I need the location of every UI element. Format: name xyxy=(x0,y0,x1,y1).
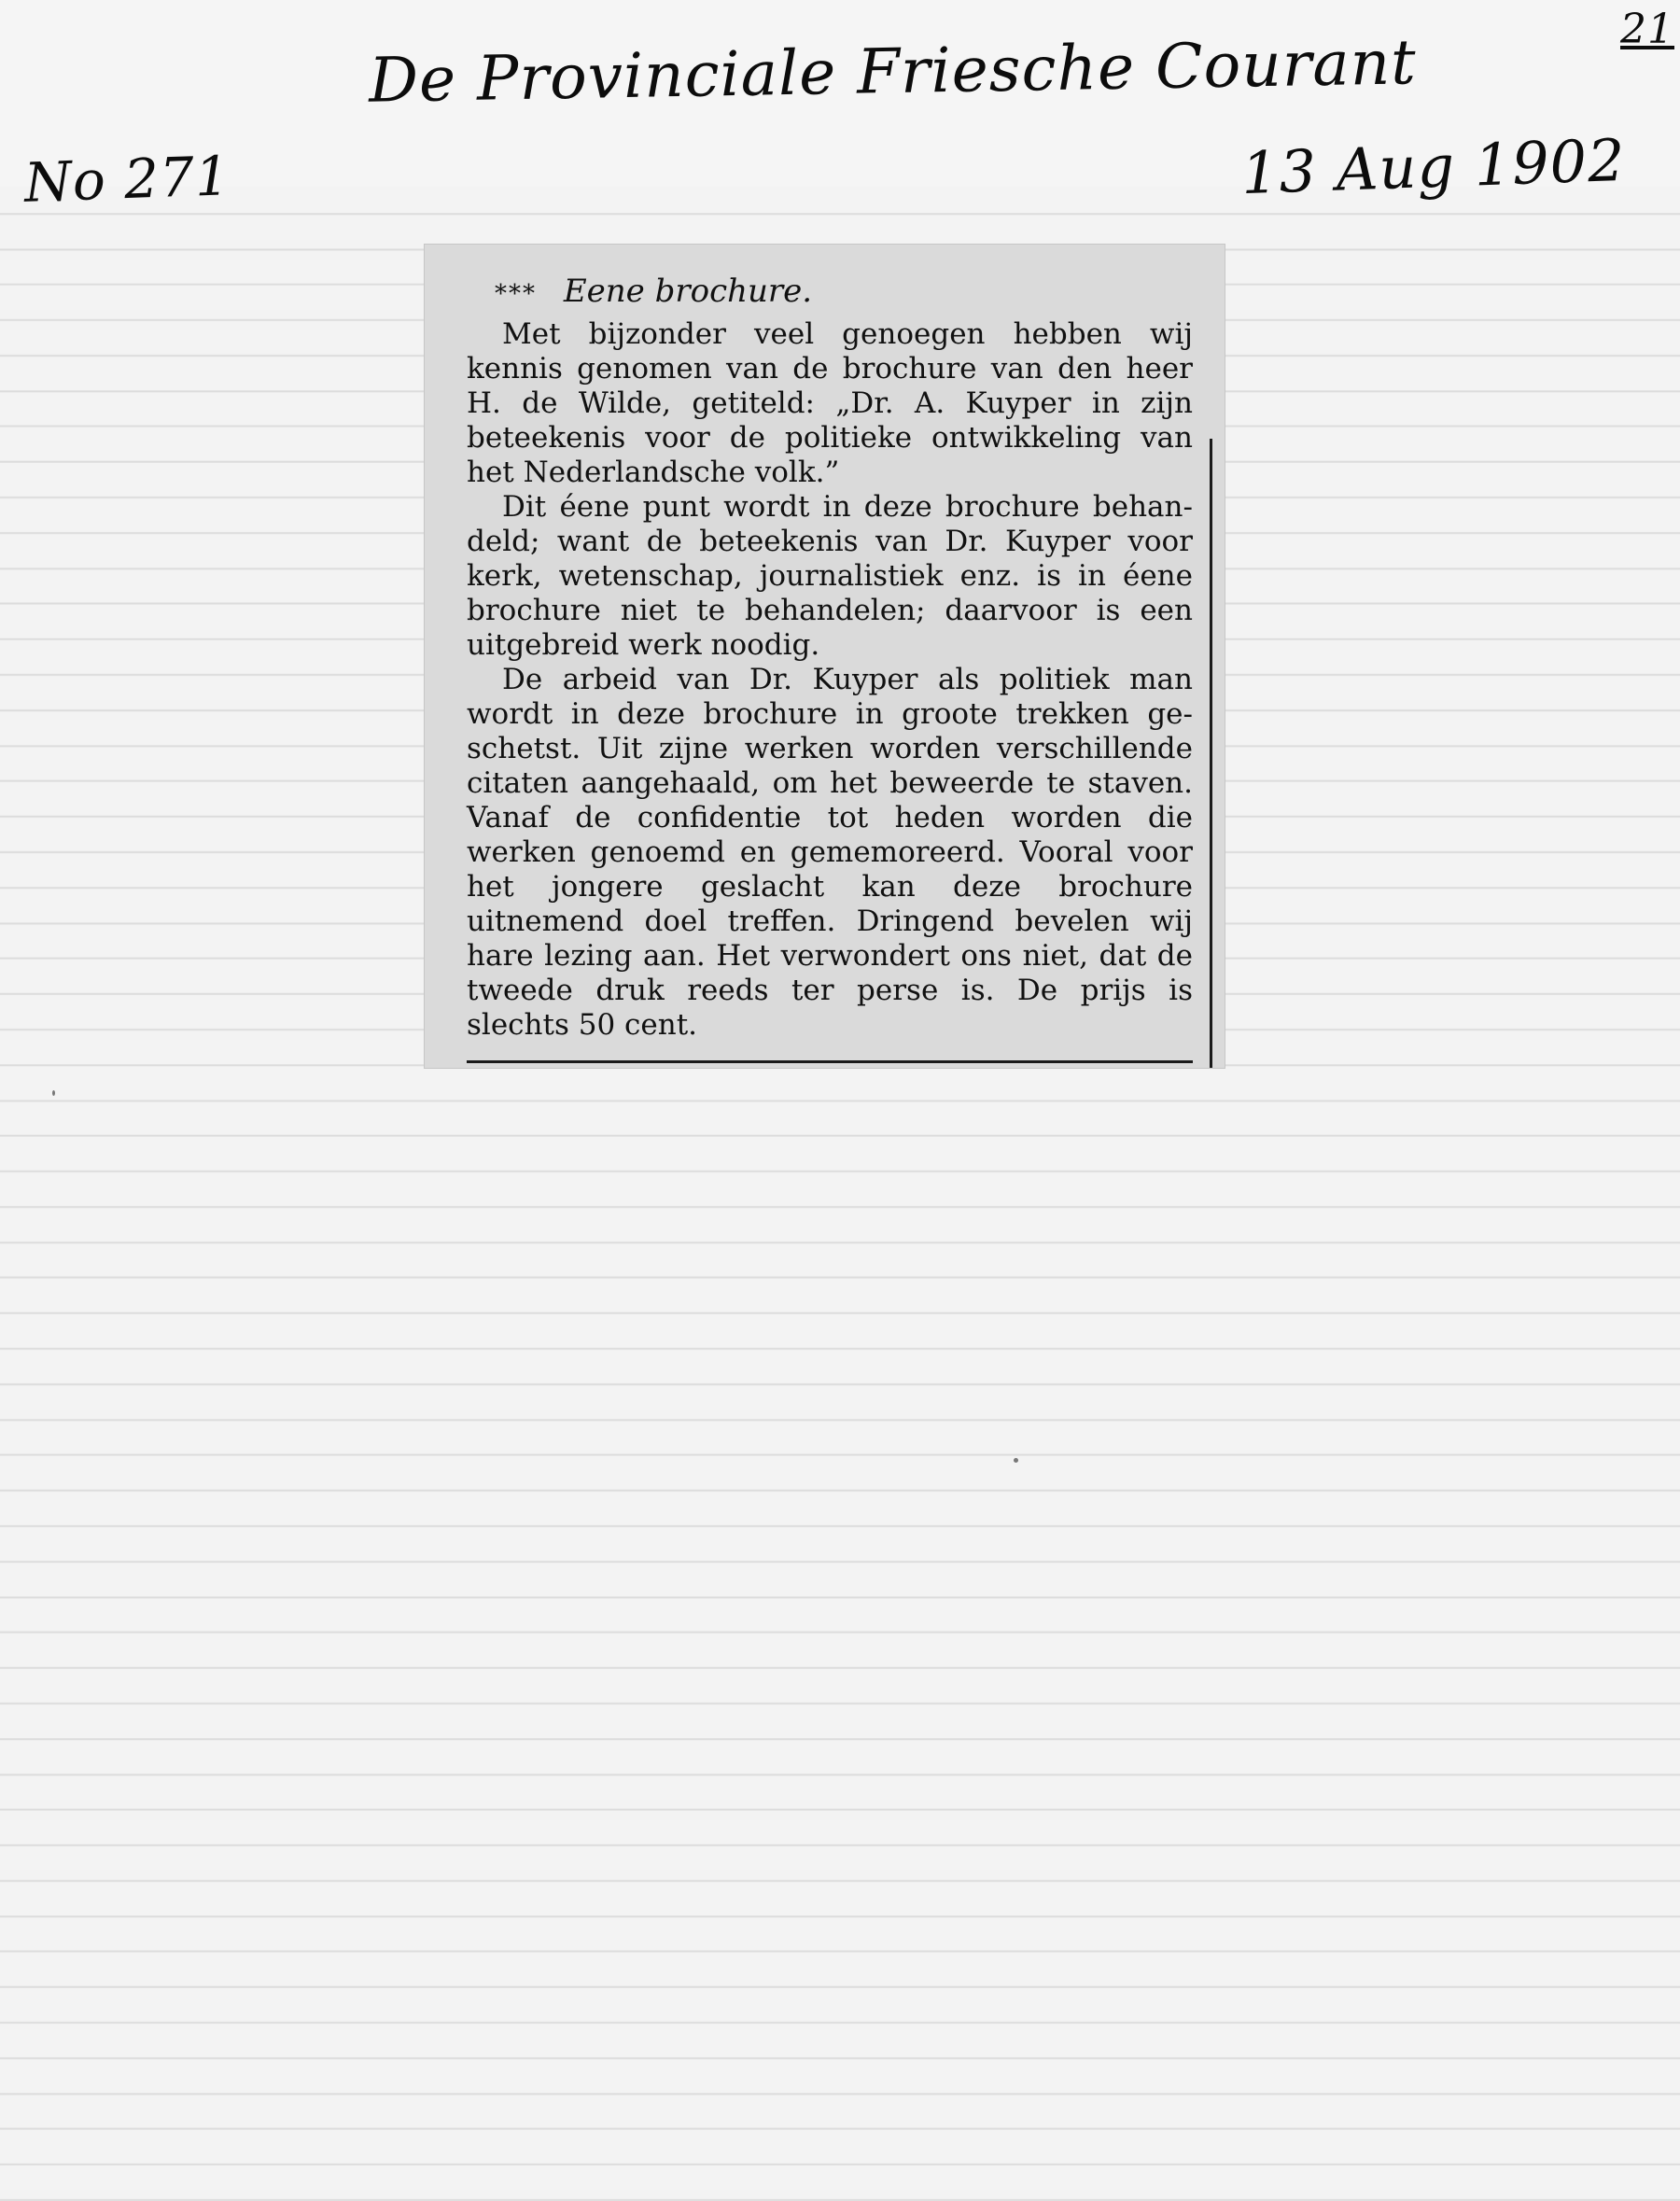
clipping-paragraph: Dit éene punt wordt in deze brochure behandeld; want de beteekenis van Dr. Kuyper voor kerk, wetenschap, journalistiek enz. is in éene brochure niet te behandelen; daarvoor is een uitgebreid werk noodig. xyxy=(467,490,1193,662)
clipping-paragraph: Met bijzonder veel genoegen hebben wij kennis genomen van de brochure van den heer H. de Wilde, getiteld: „Dr. A. Kuyper in zijn beteekenis voor de politieke ontwikkeling van het Nederlandsche volk.” xyxy=(467,317,1193,489)
handwritten-page-number: 21 xyxy=(1620,6,1674,53)
clipping-paragraph: De arbeid van Dr. Kuyper als politiek man wordt in deze brochure in groote trekken geschetst. Uit zijne werken worden verschillende citaten aangehaald, om het beweerde te staven. Vanaf de confidentie tot heden worden die werken genoemd en gememoreerd. Vooral voor het jongere geslacht kan deze brochure uitnemend doel treffen. Dringend bevelen wij hare lezing aan. Het verwondert ons niet, dat de tweede druk reeds ter perse is. De prijs is slechts 50 cent. xyxy=(467,663,1193,1042)
clipping-heading xyxy=(495,273,812,310)
paper-speck xyxy=(52,1090,55,1096)
clipping-bottom-rule xyxy=(467,1060,1193,1063)
asterism-marks: *** xyxy=(495,280,537,308)
clipping-column-rule xyxy=(1210,439,1212,1068)
handwritten-newspaper-title: De Provinciale Friesche Courant xyxy=(368,26,1418,117)
handwritten-issue-number: No 271 xyxy=(22,144,231,215)
clipping-heading-text: Eene brochure. xyxy=(563,273,813,310)
clipping-body xyxy=(467,317,1193,1043)
paper-speck xyxy=(1014,1458,1018,1463)
handwritten-date: 13 Aug 1902 xyxy=(1239,125,1627,208)
